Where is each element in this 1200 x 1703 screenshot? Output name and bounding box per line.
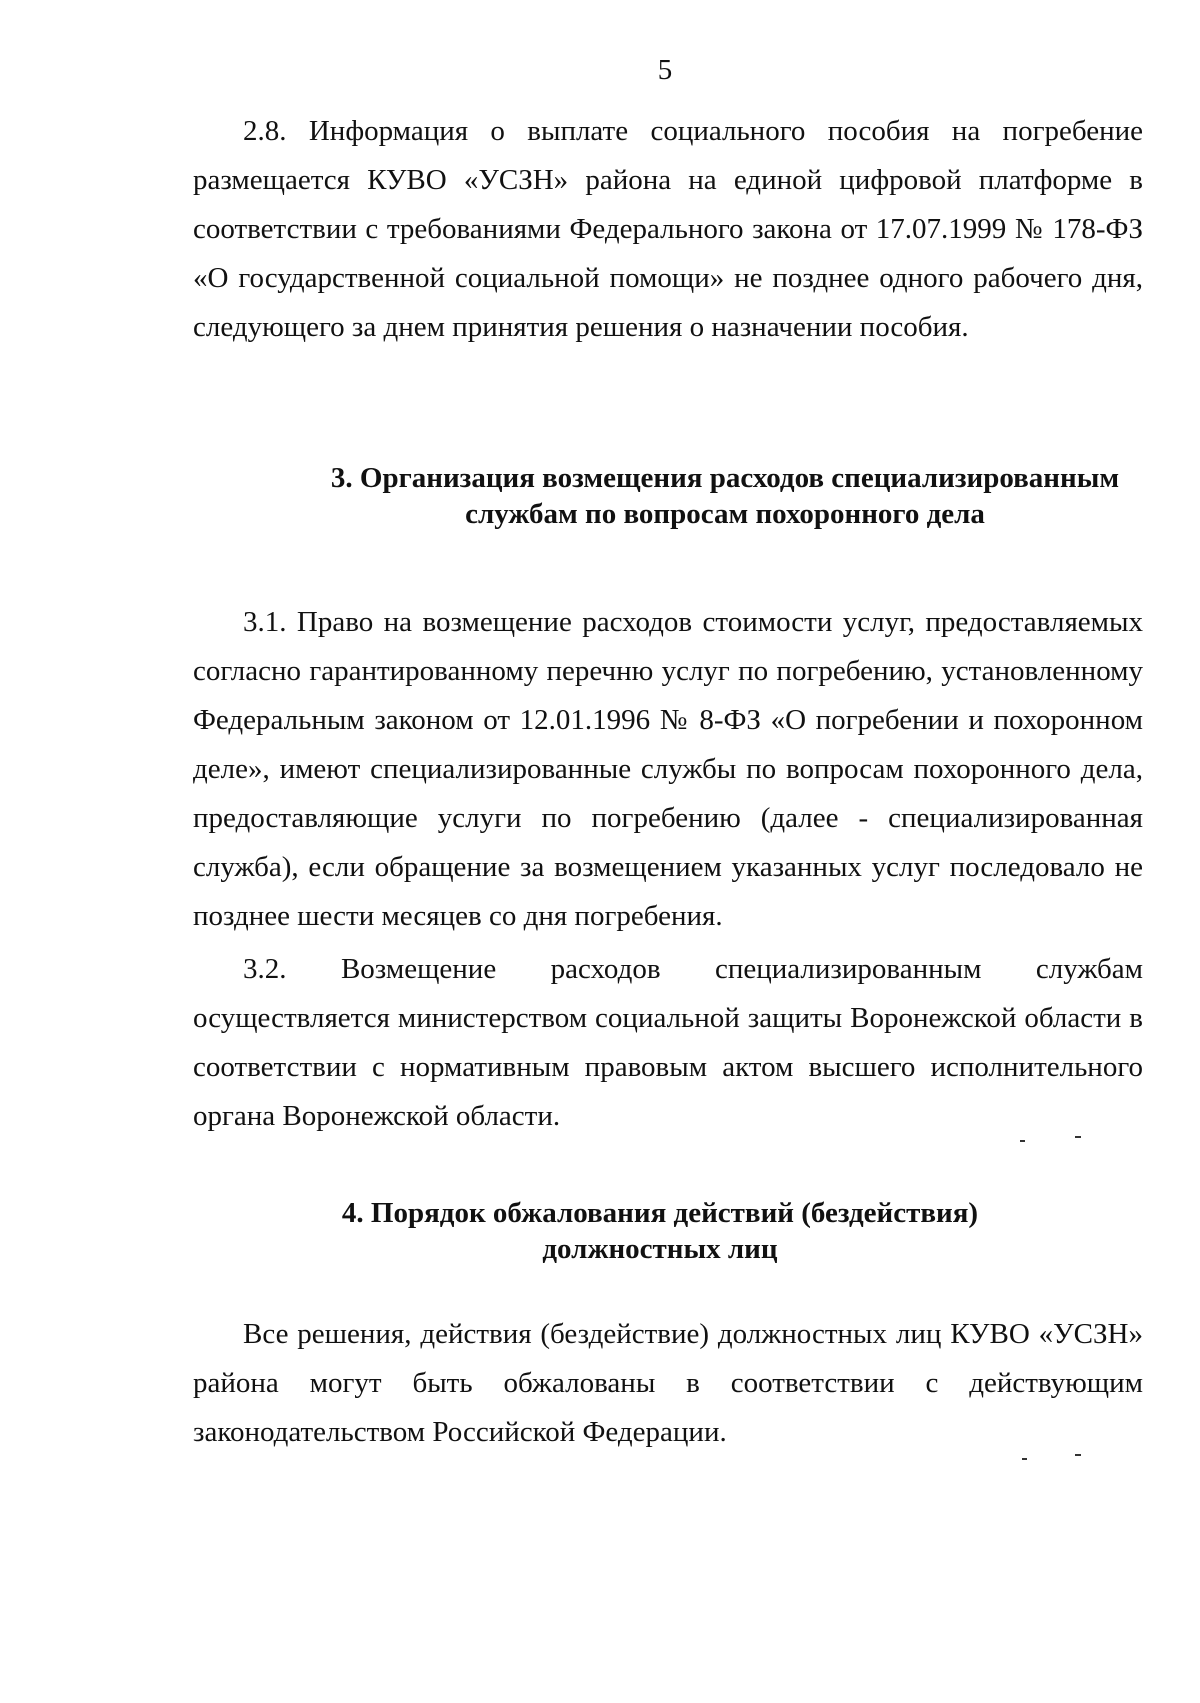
section-4-heading-line-1: 4. Порядок обжалования действий (бездействия) xyxy=(341,1197,979,1229)
section-3-heading-line-2: службам по вопросам похоронного дела xyxy=(465,498,985,530)
section-3-heading xyxy=(250,460,1200,532)
section-4-heading-line-2: должностных лиц xyxy=(542,1233,778,1265)
section-4-heading xyxy=(250,1195,1070,1267)
scan-mark xyxy=(1020,1140,1025,1142)
scan-mark xyxy=(1075,1136,1081,1138)
paragraph-3-1: 3.1. Право на возмещение расходов стоимости услуг, предоставляемых согласно гарантированному перечню услуг по погребению, установленному Федеральным законом от 12.01.1996 № 8-ФЗ «О погребении и похоронном деле», имеют специализированные службы по вопросам похоронного дела, предоставляющие услуги по погребению (далее - специализированная служба), если обращение за возмещением указанных услуг последовало не позднее шести месяцев со дня погребения. xyxy=(193,606,1143,932)
scan-mark xyxy=(1075,1454,1081,1456)
scan-mark xyxy=(1022,1458,1027,1460)
page-number: 5 xyxy=(657,54,673,86)
paragraph-2-8: 2.8. Информация о выплате социального пособия на погребение размещается КУВО «УСЗН» района на единой цифровой платформе в соответствии с требованиями Федерального закона от 17.07.1999 № 178-ФЗ «О государственной социальной помощи» не позднее одного рабочего дня, следующего за днем принятия решения о назначении пособия. xyxy=(193,115,1143,343)
paragraph-4-1: Все решения, действия (бездействие) должностных лиц КУВО «УСЗН» района могут быть обжалованы в соответствии с действующим законодательством Российской Федерации. xyxy=(193,1318,1143,1448)
section-3-heading-line-1: 3. Организация возмещения расходов специализированным xyxy=(330,462,1120,494)
paragraph-3-2: 3.2. Возмещение расходов специализированным службам осуществляется министерством социальной защиты Воронежской области в соответствии с нормативным правовым актом высшего исполнительного органа Воронежской области. xyxy=(193,953,1143,1132)
